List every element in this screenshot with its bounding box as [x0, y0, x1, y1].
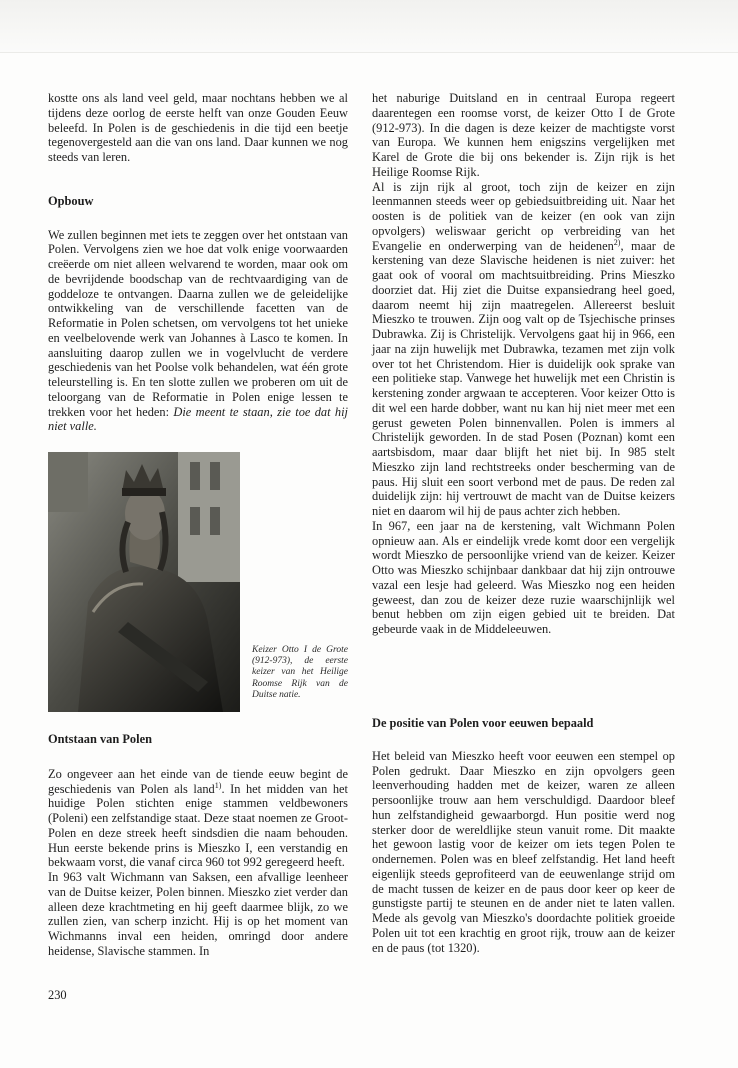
- expansion-paragraph: [372, 180, 675, 519]
- expansion-text-a: Al is zijn rijk al groot, toch zijn de keizer en zijn leenmannen steeds weer op gebiedsuitbreiding uit. Naar het oosten is de politiek van de keizer (en ook van zijn opvolgers) weliswaar gericht op verbreiding van het Evangelie en onderwerping van de heidenen: [372, 179, 675, 253]
- positie-paragraph: Het beleid van Mieszko heeft voor eeuwen een stempel op Polen gedrukt. Daar Mieszko en zijn opvolgers geen leenverhouding hadden met de keizer, waren ze alleen persoonlijke trouw aan hem verschuldigd. Daardoor bleef hun zelfstandigheid gewaarborgd. Hun positie werd nog sterker door de wereldlijke steun vanuit rome. Dit maakte het gewoon lastig voor de keizer om iets tegen Polen te ondernemen. Polen was en bleef zelfstandig. Het land heeft eigenlijk steeds geprofiteerd van de eeuwenlange strijd om de macht tussen de keizer en de paus door keer op keer de gunstigste partij te steunen en de ander niet te laten vallen. Mede als gevolg van Mieszko's doordachte politiek groeide Polen uit tot een krachtig en groot rijk, trouw aan de keizer en de paus (tot 1320).: [372, 748, 675, 955]
- ontstaan-paragraph-1: [48, 767, 348, 870]
- page-top-edge: [0, 0, 738, 53]
- intro-paragraph: kostte ons als land veel geld, maar nochtans hebben we al tijdens deze oorlog de eerste helft van onze Gouden Eeuw beleefd. In Polen is de geschiedenis in die tijd een beetje tegenovergesteld aan die van ons land. Daar kunnen we nog steeds van leren.: [48, 91, 348, 164]
- left-column-bottom: [48, 732, 348, 959]
- right-column-top: [372, 91, 675, 637]
- wichmann-paragraph: In 967, een jaar na de kerstening, valt Wichmann Polen opnieuw aan. Als er eindelijk vrede komt door een vergelijk wordt Mieszko de persoonlijke vriend van de keizer. Keizer Otto was Mieszko schijnbaar dankbaar dat hij zijn ontrouwe vazal een lesje had geleerd. Was Mieszko nog een heiden geweest, dan zou de keizer deze ruzie waarschijnlijk wel benut hebben om zijn eigen gebied uit te breiden. Dat gebeurde vaak in de Middeleeuwen.: [372, 518, 675, 636]
- heading-positie: De positie van Polen voor eeuwen bepaald: [372, 716, 594, 730]
- ontstaan-text-b: . In het midden van het huidige Polen stichten enige stammen veldbewoners (Poleni) een zelfstandige staat. Deze staat noemen ze Groot-Polen en deze streek heeft sindsdien die naam behouden. Hun eerste bekende prins is Mieszko I, een verstandig en bekwaam vorst, die vanaf circa 960 tot 992 geregeerd heeft.: [48, 781, 348, 870]
- opbouw-text: We zullen beginnen met iets te zeggen over het ontstaan van Polen. Vervolgens zien we hoe dat volk enige voorwaarden creëerde om niet alleen welvarend te worden, maar ook om de bevrijdende boodschap van de rechtvaardiging van de goddeloze te ontvangen. Daarna zullen we de geleidelijke ontwikkeling van de verschillende facetten van de Reformatie in Polen schetsen, om vervolgens tot het unieke en veelbelovende werk van Johannes à Lasco te komen. In aansluiting daarop zullen we in vogelvlucht de verdere geschiedenis van het Poolse volk behandelen, wat één grote teleurstelling is. En ten slotte zullen we proberen om uit de teloorgang van de Reformatie in Polen enige lessen te trekken voor het heden:: [48, 227, 348, 419]
- statue-photo: [48, 452, 240, 712]
- expansion-text-b: , maar de kerstening van deze Slavische heidenen is niet zuiver: het gaat ook of vooral om machtsuitbreiding. Prins Mieszko doorziet dat. Hij ziet die Duitse expansiedrang heel goed, daarom neemt hij zijn maatregelen. Allereerst besluit Mieszko te trouwen. Zijn oog valt op de Tsjechische prinses Dubrawka. Zij is Christelijk. Vervolgens gaat hij in 966, een jaar na zijn huwelijk met Dubrawka, tezamen met zijn volk over tot het Christendom. Hier is duidelijk ook sprake van een politieke stap. Vanwege het huwelijk met een Christin is kerstening zonder argwaan te accepteren. Voor keizer Otto is dit wel een harde dobber, want nu kan hij niet meer met een gerust geweten Polen binnenvallen. Polen is immers al Christelijk geworden. In de stad Posen (Poznan) komt een aartsbisdom, maar daar blijft het niet bij. In 985 stelt Mieszko zijn land rechtstreeks onder bescherming van de paus. Hij sluit een soort verbond met de paus. De reden zal duidelijk zijn: hij vertrouwt de macht van de Duitse keizers niet en daarom wil hij de paus achter zich hebben.: [372, 238, 675, 518]
- footnote-ref-2: 2): [613, 237, 621, 247]
- heading-opbouw: Opbouw: [48, 193, 94, 208]
- opbouw-paragraph: [48, 228, 348, 435]
- ontstaan-paragraph-2: In 963 valt Wichmann van Saksen, een afvallige leenheer van de Duitse keizer, Polen binnen. Mieszko ziet verder dan alleen deze krachtmeting en hij geeft daarmee blijk, zo we zullen zien, van scherp inzicht. Hij is op het moment van Wichmanns inval een heiden, omringd door andere heidense, Slavische stammen. In: [48, 870, 348, 958]
- right-column-bottom: [372, 716, 675, 955]
- page-number: 230: [48, 988, 67, 1002]
- left-column-top: [48, 91, 348, 434]
- ontstaan-text-a: Zo ongeveer aan het einde van de tiende eeuw begint de geschiedenis van Polen als land: [48, 766, 348, 796]
- otto-paragraph: het naburige Duitsland en in centraal Europa regeert daarentegen een roomse vorst, de keizer Otto I de Grote (912-973). In die dagen is deze keizer de machtigste vorst van Europa. We kunnen hem enigszins vergelijken met Karel de Grote die bij ons bekender is. Zijn rijk is het Heilige Roomse Rijk.: [372, 91, 675, 179]
- photo-caption: Keizer Otto I de Grote (912-973), de eerste keizer van het Heilige Roomse Rijk van de Duitse natie.: [252, 645, 348, 700]
- footnote-ref-1: 1): [214, 780, 222, 790]
- otto-statue-image: [48, 452, 240, 712]
- heading-ontstaan: Ontstaan van Polen: [48, 732, 152, 746]
- opbouw-quote: Die meent te staan, zie toe dat hij niet valle.: [48, 404, 348, 434]
